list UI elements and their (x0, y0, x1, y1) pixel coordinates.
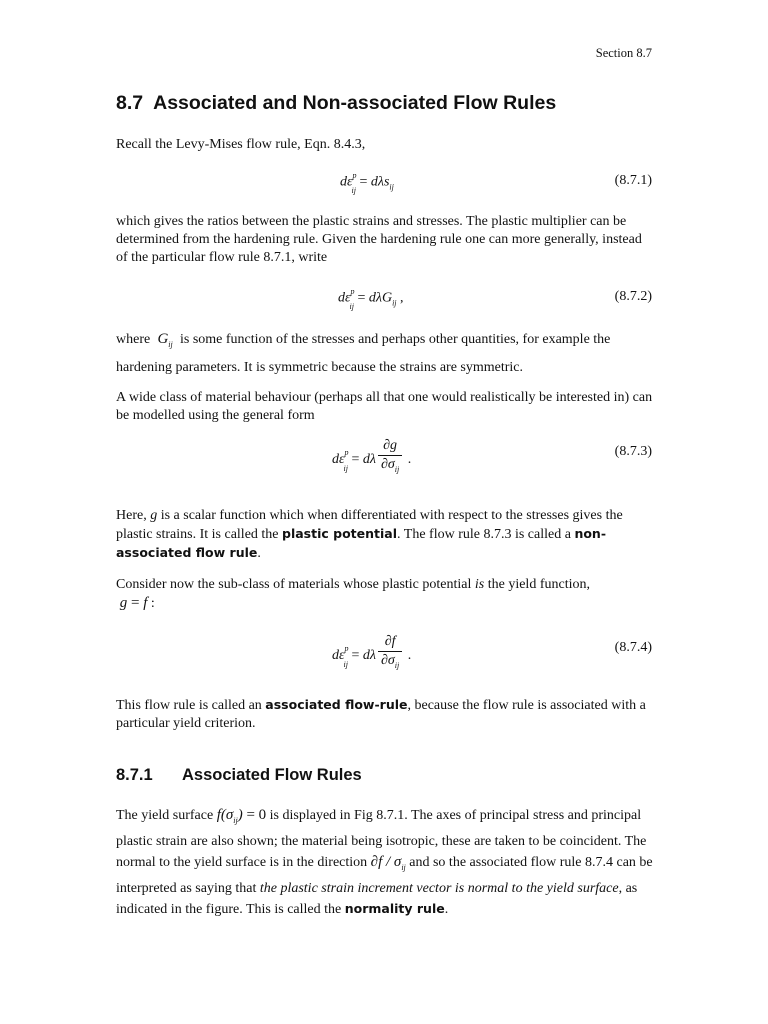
running-header: Section 8.7 (595, 46, 652, 60)
paragraph-yield-surface: The yield surface $f(\sigma_{ij}) = 0$ is displayed in Fig 8.7.1. The axes of principal stress and principal plastic strain are also shown; the material being isotropic, these are taken to be coincident. The normal to the yield surface is in the direction $\partial f / \sigma_{ij}$ and so the associated flow rule 8.7.4 can be interpreted as saying that the plastic strain increment vector is normal to the yield surface, as indicated in the figure. This is called the normality rule. (116, 807, 653, 917)
equation-number: (8.7.1) (614, 173, 652, 188)
emphasis-normal: the plastic strain increment vector is normal to the yield surface (259, 880, 619, 896)
subsection-title: Associated Flow Rules (182, 766, 362, 784)
equation-body: $d\varepsilon^p_{ij} = d\lambda$ $\frac{\partial g}{\partial\sigma_{ij}}$ . (332, 438, 412, 474)
equation-body: $d\varepsilon^p_{ij} = d\lambda$ $\frac{\partial f}{\partial\sigma_{ij}}$ . (332, 634, 412, 670)
term-associated-flow-rule: associated flow-rule (265, 697, 408, 712)
equation-8-7-1 (116, 173, 652, 213)
equation-body: $d\varepsilon^p_{ij} = d\lambda s_{ij}$ (340, 171, 394, 196)
paragraph-plastic-potential: Here, g is a scalar function which when differentiated with respect to the stresses gives the plastic strains. It is called the plastic potential. The flow rule 8.7.3 is called a non-associated flow rule. (116, 508, 623, 561)
paragraph-general-form: A wide class of material behaviour (perhaps all that one would realistically be interested in) can be modelled using the general form (116, 390, 653, 423)
symbol-yield-surface: $f(\sigma_{ij}) = 0$ (216, 807, 267, 825)
paragraph-recall: Recall the Levy-Mises flow rule, Eqn. 8.4.3, (116, 137, 366, 152)
equation-8-7-2 (116, 289, 652, 329)
subsection-number: 8.7.1 (116, 766, 153, 784)
symbol-G-ij: $G_{ij}$ (153, 331, 173, 349)
paragraph-associated: This flow rule is called an associated flow-rule, because the flow rule is associated with a particular yield criterion. (116, 697, 646, 731)
term-normality-rule: normality rule (344, 901, 445, 916)
paragraph-sub-class: Consider now the sub-class of materials whose plastic potential is the yield function, g = f : (116, 577, 590, 611)
equation-body: $d\varepsilon^p_{ij} = d\lambda G_{ij}$ , (338, 287, 404, 312)
term-non-associated-flow-rule: non-associated flow rule (116, 526, 607, 560)
equation-number: (8.7.2) (614, 289, 652, 304)
section-number: 8.7 (116, 92, 144, 114)
term-plastic-potential: plastic potential (282, 526, 398, 541)
paragraph-ratios: which gives the ratios between the plastic strains and stresses. The plastic multiplier can be determined from the hardening rule. Given the hardening rule one can more generally, instead of the particular flow rule 8.7.1, write (116, 214, 642, 265)
section-title: Associated and Non-associated Flow Rules (153, 92, 557, 114)
equation-number: (8.7.4) (614, 640, 652, 655)
paragraph-where: where $G_{ij}$ is some function of the stresses and perhaps other quantities, for example the hardening parameters. It is symmetric because the strains are symmetric. (116, 331, 611, 375)
symbol-g-equals-f: g = f (116, 595, 148, 611)
equation-8-7-3 (116, 438, 652, 484)
section-heading (116, 92, 556, 115)
subsection-heading (116, 766, 362, 785)
equation-number: (8.7.3) (614, 444, 652, 459)
equation-8-7-4 (116, 634, 652, 680)
symbol-normal-direction: $\partial f / \sigma_{ij}$ (370, 854, 406, 872)
